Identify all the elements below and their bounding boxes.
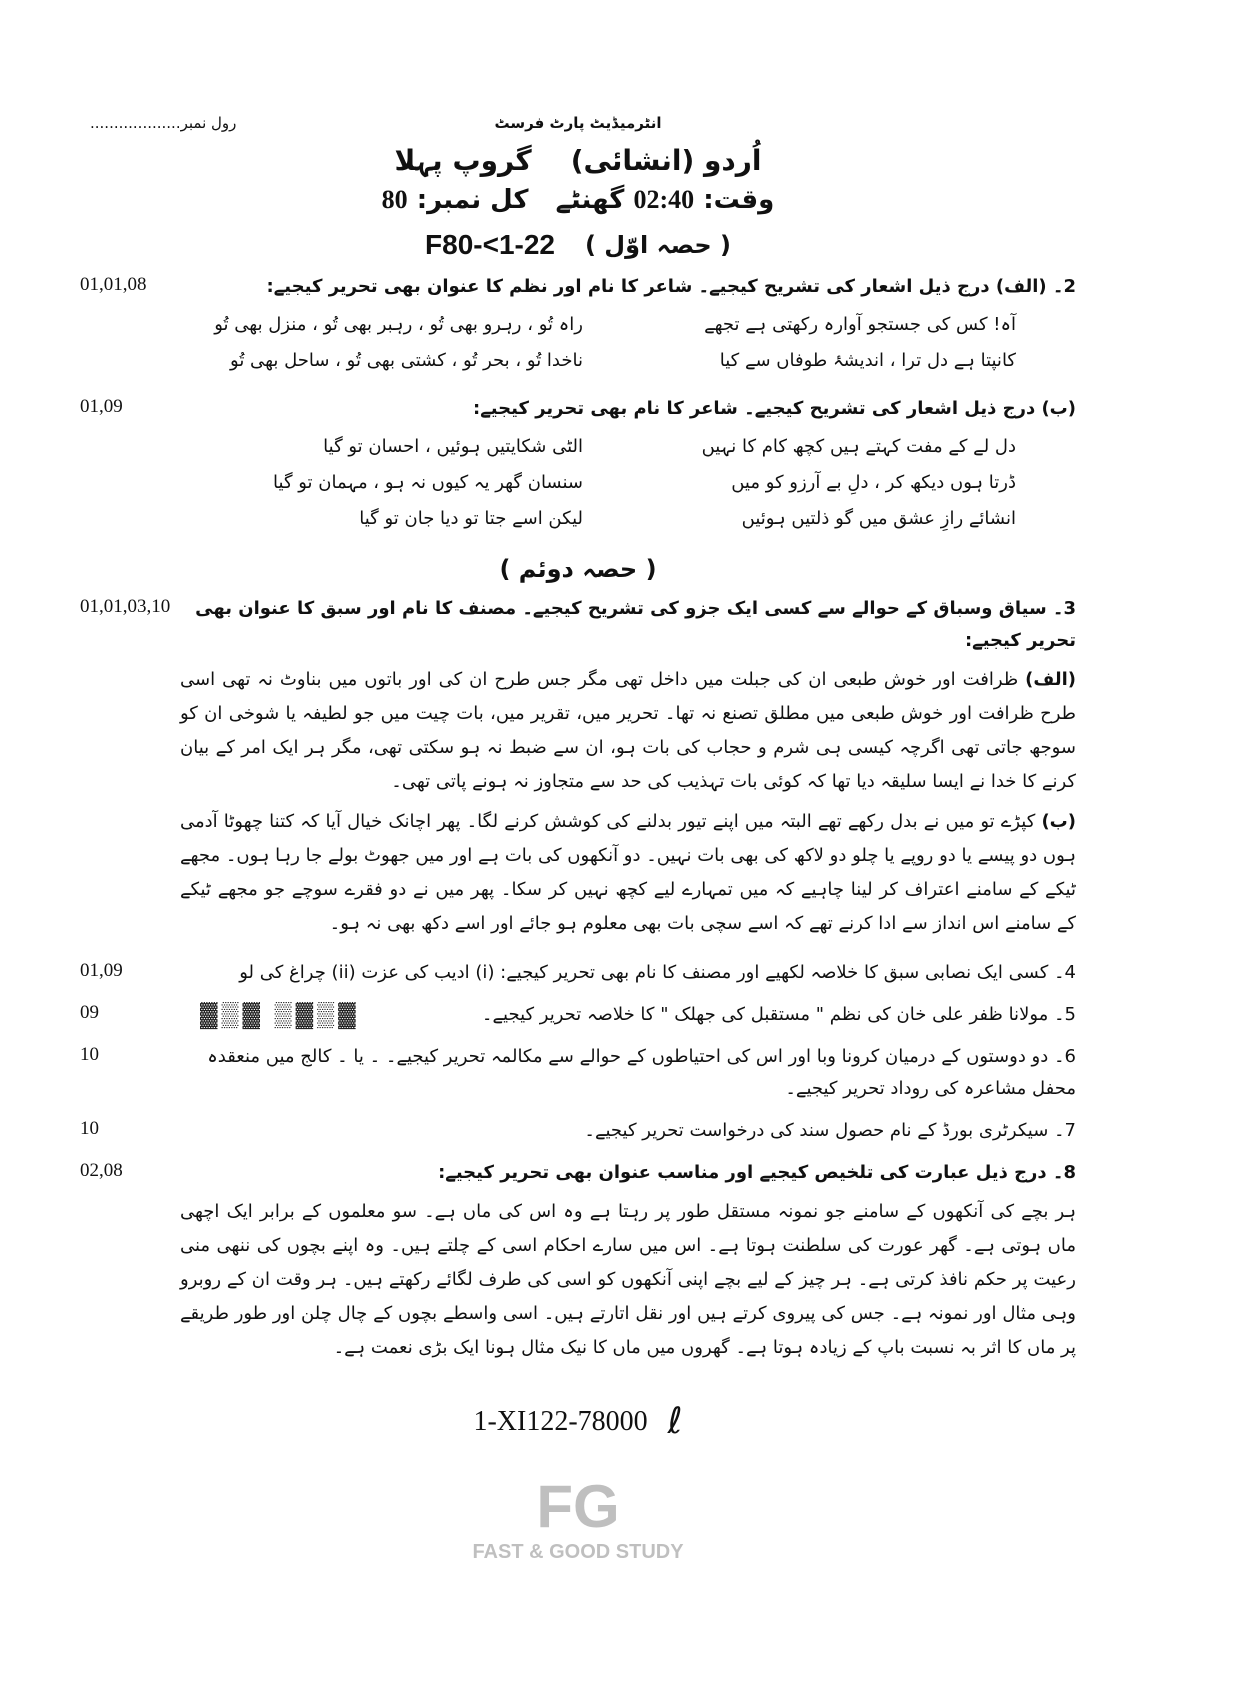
- time-unit: گھنٹے: [555, 185, 625, 215]
- section1-heading: [80, 229, 1076, 261]
- q2a-prompt: 2۔ (الف) درج ذیل اشعار کی تشریح کیجیے۔ شاعر کا نام اور نظم کا عنوان بھی تحریر کیجیے:: [266, 276, 1076, 297]
- misra: آہ! کس کی جستجو آوارہ رکھتی ہے تجھے: [704, 314, 1016, 335]
- subject: اُردو (انشائی): [570, 144, 762, 177]
- q2b-verses: [180, 429, 1016, 537]
- q4-prompt: 4۔ کسی ایک نصابی سبق کا خلاصہ لکھیے اور مصنف کا نام بھی تحریر کیجیے: (i) ادیب کی عزت (ii) چراغ کی لو: [239, 962, 1076, 983]
- signature-mark: ℓ: [667, 1401, 683, 1442]
- q8-prompt: 8۔ درج ذیل عبارت کی تلخیص کیجیے اور مناسب عنوان بھی تحریر کیجیے:: [438, 1162, 1076, 1183]
- marks-value: 80: [381, 185, 408, 214]
- q5-body: [180, 999, 1076, 1031]
- q7: [80, 1115, 1076, 1147]
- q4-marks: 01,09: [80, 960, 123, 981]
- exam-name: انٹرمیڈیٹ پارٹ فرسٹ: [494, 114, 662, 132]
- q5: [80, 999, 1076, 1031]
- q3b-passage: [180, 805, 1076, 941]
- roll-number-dots: ...................: [90, 114, 181, 132]
- misra: راہ تُو ، رہرو بھی تُو ، رہبر بھی تُو ، منزل بھی تُو: [214, 314, 583, 335]
- q8: [80, 1157, 1076, 1371]
- misra: ناخدا تُو ، بحر تُو ، کشتی بھی تُو ، ساحل بھی تُو: [230, 350, 583, 371]
- q2a-marks: 01,01,08: [80, 274, 147, 295]
- misra: کانپتا ہے دل ترا ، اندیشۂ طوفاں سے کیا: [719, 350, 1016, 371]
- q6-prompt: 6۔ دو دوستوں کے درمیان کرونا وبا اور اس کی احتیاطوں کے حوالے سے مکالمہ تحریر کیجیے۔ ۔ یا ۔ کالج میں منعقدہ محفل مشاعرہ کی روداد تحریر کیجیے۔: [207, 1046, 1076, 1099]
- q3a-text: ظرافت اور خوش طبعی ان کی جبلت میں داخل تھی مگر جس طرح ان کی اور باتوں میں بناوٹ نہ تھی اسی طرح ظرافت اور خوش طبعی میں مطلق تصنع نہ تھا۔ تحریر میں، تقریر میں، بات چیت میں جو لطیفہ یا شوخی ان کو سوجھ جاتی تھی اگرچہ کیسی ہی شرم و حجاب کی بات ہو، ان سے ضبط نہ ہو سکتی تھی، مگر ہر ایک امر کے بیان کرنے کا خدا نے ایسا سلیقہ دیا تھا کہ کوئی بات تہذیب کی حد سے متجاوز نہ ہونے پاتی تھی۔: [180, 669, 1076, 792]
- paper-code: 1-XI122-78000: [473, 1405, 648, 1437]
- q2a-verses: [180, 307, 1016, 379]
- subject-title: [80, 144, 1076, 177]
- misra: سنسان گھر یہ کیوں نہ ہو ، مہمان تو گیا: [273, 472, 583, 493]
- time-value: 02:40: [633, 185, 695, 214]
- q2b-prompt: (ب) درج ذیل اشعار کی تشریح کیجیے۔ شاعر کا نام بھی تحریر کیجیے:: [473, 398, 1076, 419]
- roll-number-field: [90, 114, 236, 132]
- misra: انشائے رازِ عشق میں گو ذلتیں ہوئیں: [741, 508, 1016, 529]
- time-label: وقت:: [703, 185, 775, 215]
- time-marks: [80, 185, 1076, 215]
- q3a-passage: [180, 663, 1076, 799]
- q8-body: [180, 1157, 1076, 1371]
- header-top: [80, 110, 1076, 140]
- misra: الٹی شکایتیں ہوئیں ، احسان تو گیا: [323, 436, 583, 457]
- q2a-body: [180, 271, 1076, 383]
- redaction-blot: ▓▒▓ ▒▓▒▓: [200, 1001, 360, 1028]
- q3: [80, 593, 1076, 947]
- q3-body: [180, 593, 1076, 947]
- q3-marks: 01,01,03,10: [80, 596, 171, 617]
- section1-title: ( حصہ اوّل ): [584, 231, 731, 259]
- handwritten-code: F80-<1-22: [425, 229, 555, 260]
- q6-marks: 10: [80, 1044, 99, 1065]
- marks-label: کل نمبر:: [416, 185, 529, 215]
- watermark-logo: FG: [536, 1473, 620, 1540]
- watermark-tagline: FAST & GOOD STUDY: [472, 1541, 684, 1563]
- q8-passage: ہر بچے کی آنکھوں کے سامنے جو نمونہ مستقل طور پر رہتا ہے وہ اس کی ماں ہے۔ سو معلموں کے برابر ایک اچھی ماں ہوتی ہے۔ گھر عورت کی سلطنت ہوتا ہے۔ اس میں سارے احکام اسی کے چلتے ہیں۔ وہ اپنے بچوں کی ننھی منی رعیت پر حکم نافذ کرتی ہے۔ ہر چیز کے لیے بچے اپنی آنکھوں کو اسی کی طرف لگائے رکھتے ہیں۔ ہر وقت ان کے روبرو وہی مثال اور نمونہ ہے۔ جس کی پیروی کرتے ہیں اور نقل اتارتے ہیں۔ اسی واسطے بچوں کے چال چلن اور طور طریقے پر ماں کا اثر بہ نسبت باپ کے زیادہ ہوتا ہے۔ گھروں میں ماں کا نیک مثال ہونا ایک بڑی نعمت ہے۔: [180, 1201, 1077, 1358]
- q3a-label: (الف): [1025, 669, 1076, 690]
- q2b-body: [180, 393, 1076, 541]
- watermark: [80, 1472, 1076, 1564]
- q5-marks: 09: [80, 1002, 99, 1023]
- footer: [80, 1401, 1076, 1442]
- q6: [80, 1041, 1076, 1105]
- group: گروپ پہلا: [394, 144, 532, 177]
- misra: دل لے کے مفت کہتے ہیں کچھ کام کا نہیں: [701, 436, 1016, 457]
- q2b-marks: 01,09: [80, 396, 123, 417]
- misra: ڈرتا ہوں دیکھ کر ، دلِ بے آرزو کو میں: [731, 472, 1016, 493]
- q3b-text: کپڑے تو میں نے بدل رکھے تھے البتہ میں اپنے تیور بدلنے کی کوشش کرنے لگا۔ پھر اچانک خیال آیا کہ کتنا چھوٹا آدمی ہوں دو پیسے یا دو روپے یا چلو دو لاکھ کی بھی بات نہیں۔ دو آنکھوں کی بات ہے اور میں جھوٹ بولے جا رہا ہوں۔ مجھے ٹیکے کے سامنے اعتراف کر لینا چاہیے کہ میں تمہارے لیے کچھ نہیں کر سکا۔ پھر میں نے دو فقرے سوچے جو مجھے ٹیکے کے سامنے اس انداز سے ادا کرنے تھے کہ اسے سچی بات بھی معلوم ہو جائے اور اسے دکھ بھی نہ ہو۔: [180, 811, 1076, 934]
- q8-marks: 02,08: [80, 1160, 123, 1181]
- q7-prompt: 7۔ سیکرٹری بورڈ کے نام حصول سند کی درخواست تحریر کیجیے۔: [584, 1120, 1076, 1141]
- q3-prompt: 3۔ سیاق وسباق کے حوالے سے کسی ایک جزو کی تشریح کیجیے۔ مصنف کا نام اور سبق کا عنوان بھی تحریر کیجیے:: [195, 598, 1076, 651]
- roll-number-label: رول نمبر: [180, 114, 237, 132]
- q4: [80, 957, 1076, 989]
- section2-title: ( حصہ دوئم ): [499, 555, 657, 583]
- q5-prompt: 5۔ مولانا ظفر علی خان کی نظم " مستقبل کی جھلک " کا خلاصہ تحریر کیجیے۔: [481, 1004, 1076, 1025]
- q3b-label: (ب): [1041, 811, 1076, 832]
- misra: لیکن اسے جتا تو دیا جان تو گیا: [359, 508, 583, 529]
- q2b: [80, 393, 1076, 541]
- q7-marks: 10: [80, 1118, 99, 1139]
- q2a: [80, 271, 1076, 383]
- section2-heading: [80, 555, 1076, 583]
